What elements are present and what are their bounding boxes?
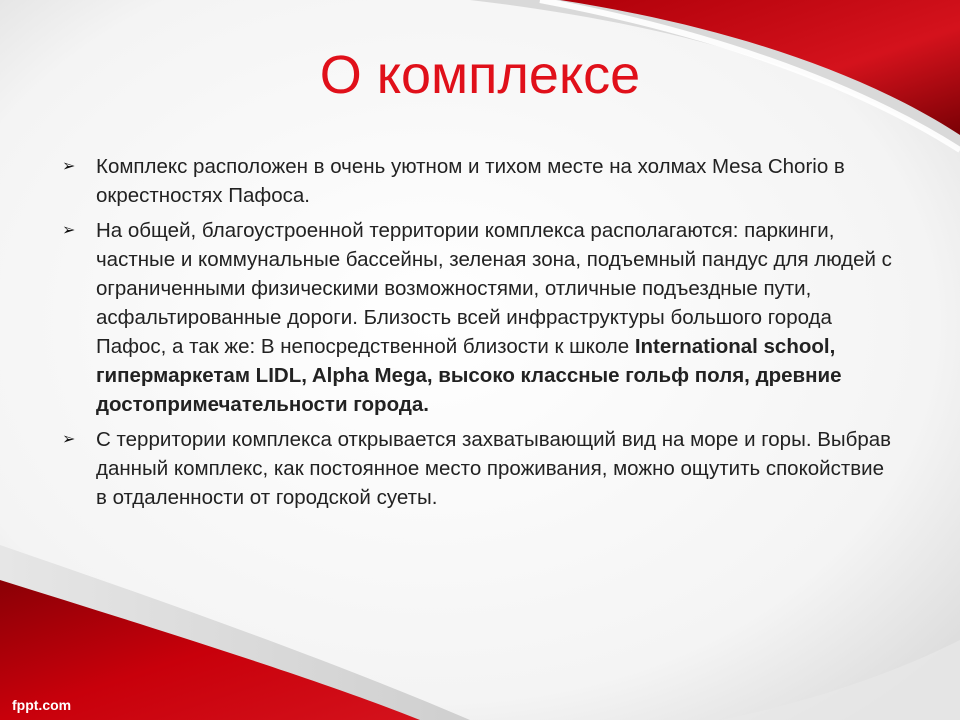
slide-title: О комплексе <box>319 45 641 105</box>
bullet-text: С территории комплекса открывается захватывающий вид на море и горы. Выбрав данный комплекс, как постоянное место проживания, можно ощутить спокойствие в отдаленности от городской суеты. <box>96 428 892 509</box>
bullet-text: На общей, благоустроенной территории комплекса располагаются: паркинги, частные и коммунальные бассейны, зеленая зона, подъемный пандус для людей с ограниченными физическими возможностями, отличные подъездные пути, асфальтированные дороги. Близость всей инфраструктуры большого города Пафос, а так же: В непосредственной близости к школе <box>96 219 892 358</box>
bullet-item-infrastructure <box>62 216 892 419</box>
arrow-bullet-icon: ➢ <box>62 222 76 239</box>
bullet-bold-text: International school, гипермаркетам LIDL, Alpha Mega, высоко классные гольф поля, древние достопримечательности города. <box>96 335 842 416</box>
footer-logo: fppt.com <box>12 697 72 713</box>
slide-content <box>62 152 892 518</box>
bullet-item-view <box>62 425 892 512</box>
arrow-bullet-icon: ➢ <box>62 158 76 175</box>
bullet-text: Комплекс расположен в очень уютном и тихом месте на холмах Mesa Chorio в окрестностях Пафоса. <box>96 155 845 207</box>
arrow-bullet-icon: ➢ <box>62 431 76 448</box>
bullet-list <box>62 152 892 512</box>
bullet-item-location <box>62 152 892 210</box>
